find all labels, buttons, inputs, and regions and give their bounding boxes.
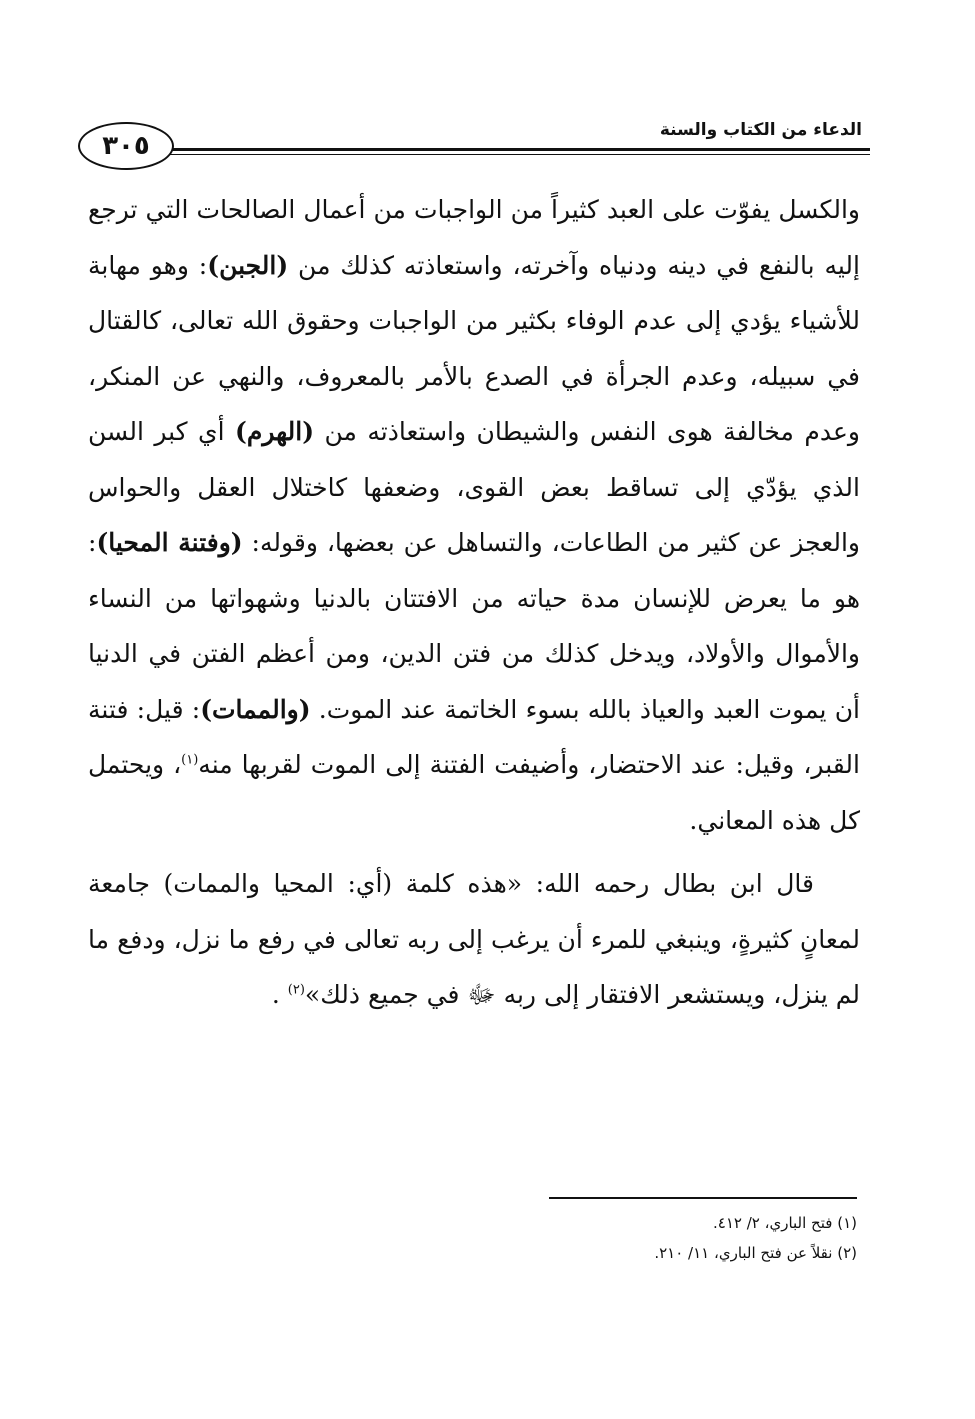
term-old-age: (الهرم) — [235, 417, 315, 446]
page-header — [78, 112, 870, 174]
footnote-1 — [337, 1208, 857, 1238]
text-run: أي كبر السن الذي يؤدّي إلى تساقط بعض القوى، وضعفها كاختلال العقل والحواس والعجز عن كثير من الطاعات، والتساهل عن بعضها، وقوله: — [88, 417, 860, 557]
text-run: : هو ما يعرض للإنسان مدة حياته من الافتتان بالدنيا وشهواتها من النساء والأموال والأولاد، ويدخل كذلك من فتن الدين، ومن أعظم الفتن في الدنيا أن يموت العبد والعياذ بالله بسوء الخاتمة عند الموت. — [88, 528, 861, 724]
term-cowardice: (الجبن) — [207, 250, 289, 280]
header-rule-thin — [170, 154, 870, 155]
text-run: : وهو مهابة للأشياء يؤدي إلى عدم الوفاء بكثير من الواجبات وحقوق الله تعالى، كالقتال في سبيله، وعدم الجرأة في الصدع بالأمر بالمعروف، والنهي عن المنكر، وعدم مخالفة هوى النفس والشيطان واستعاذته من — [88, 250, 860, 446]
footnote-ref-1[interactable]: (١) — [181, 752, 199, 768]
paragraph-1 — [88, 182, 860, 848]
text-run: : قيل: فتنة القبر، وقيل: عند الاحتضار، وأضيفت الفتنة إلى الموت لقربها منه — [88, 694, 860, 779]
term-trial-of-life: (وفتنة المحيا) — [96, 528, 243, 557]
text-run: والكسل يفوّت على العبد كثيراً من الواجبات من أعمال الصالحات التي ترجع إليه بالنفع في دينه ودنياه وآخرته، واستعاذته كذلك من — [88, 195, 860, 280]
footnote-separator — [549, 1197, 857, 1199]
footnote-text: فتح الباري، ٢/ ٤١٢. — [713, 1214, 833, 1232]
text-run: . — [271, 980, 288, 1009]
footnote-number: (١) — [837, 1214, 857, 1232]
footnote-number: (٢) — [837, 1244, 857, 1262]
paragraph-2 — [88, 856, 860, 1023]
text-run: قال ابن بطال رحمه الله: «هذه كلمة (أي: المحيا والممات) جامعة لمعانٍ كثيرةٍ، وينبغي للمرء أن يرغب إلى ربه تعالى في رفع ما نزل، ودفع ما لم ينزل، ويستشعر الافتقار إلى ربه ﷻ في جميع ذلك» — [88, 869, 860, 1009]
header-rule-thick — [170, 148, 870, 151]
running-title: الدعاء من الكتاب والسنة — [659, 120, 862, 140]
text-run: ، ويحتمل كل هذه المعاني. — [88, 750, 860, 835]
footnote-text: نقلاً عن فتح الباري، ١١/ ٢١٠. — [654, 1244, 833, 1262]
page-number-oval — [78, 122, 174, 170]
page-number: ٣٠٥ — [102, 131, 150, 161]
term-death: (والممات) — [200, 694, 311, 724]
footnote-ref-2[interactable]: (٢) — [287, 982, 305, 998]
body-text — [88, 182, 860, 1023]
footnotes — [337, 1208, 857, 1268]
footnote-2 — [337, 1238, 857, 1268]
